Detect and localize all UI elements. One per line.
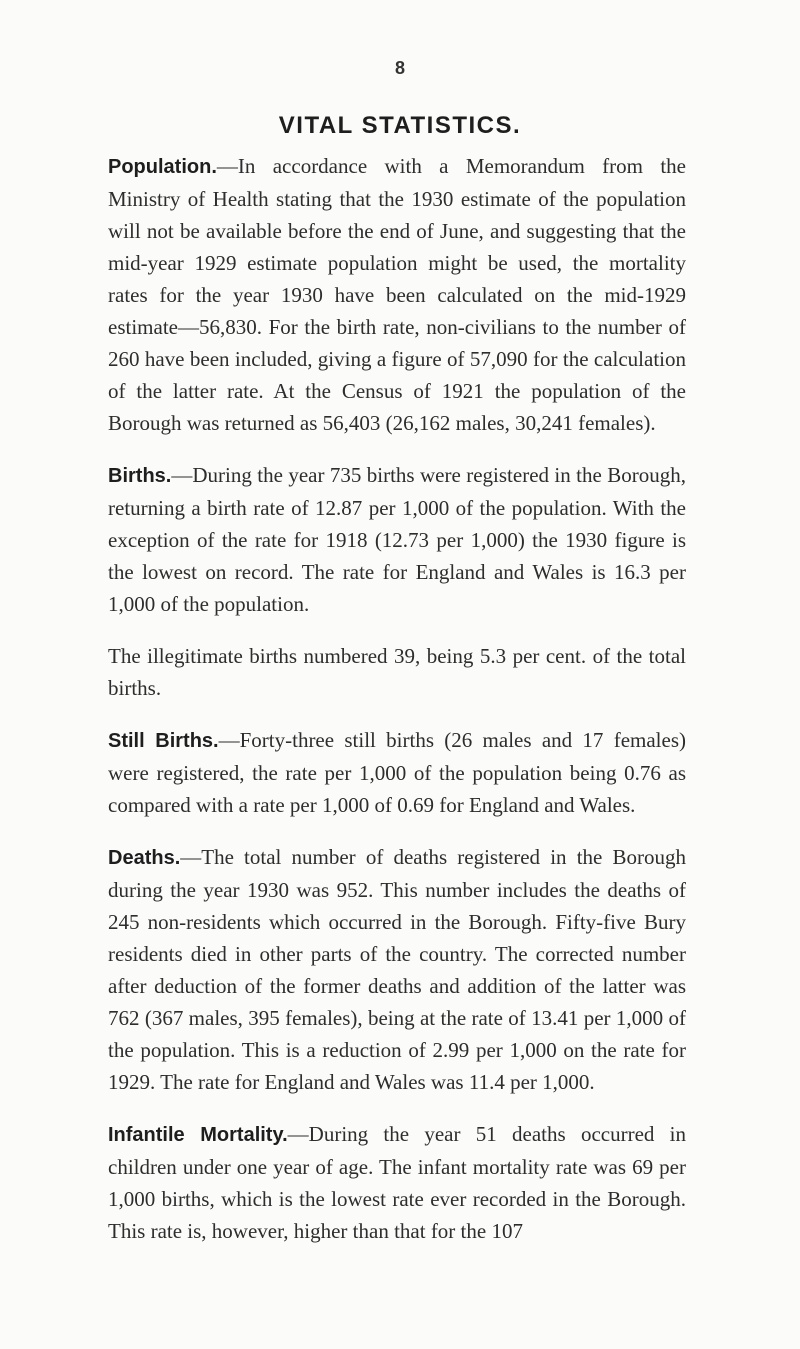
paragraph-illegitimate-births — [108, 640, 686, 704]
page-number: 8 — [394, 58, 405, 78]
section-heading-births: Births. — [108, 465, 172, 487]
paragraph-infantile-mortality — [108, 1118, 686, 1247]
section-text-infantile-mortality: —During the year 51 deaths occurred in children under one year of age. The infant mortality rate was 69 per 1,000 births, which is the lowest rate ever recorded in the Borough. This rate is, however, higher than that for the 107 — [108, 1122, 687, 1243]
paragraph-deaths — [108, 841, 686, 1098]
section-heading-deaths: Deaths. — [108, 847, 181, 869]
body-text — [108, 150, 686, 1267]
paragraph-births — [108, 459, 686, 620]
section-text-population: —In accordance with a Memorandum from the Ministry of Health stating that the 1930 estimate of the population will not be available before the end of June, and suggesting that the mid-year 1929 estimate population might be used, the mortality rates for the year 1930 have been calculated on the mid-1929 estimate—56,830. For the birth rate, non-civilians to the number of 260 have been included, giving a figure of 57,090 for the calculation of the latter rate. At the Census of 1921 the population of the Borough was returned as 56,403 (26,162 males, 30,241 females). — [108, 154, 686, 435]
section-text-illegitimate-births: The illegitimate births numbered 39, being 5.3 per cent. of the total births. — [108, 644, 686, 700]
section-heading-population: Population. — [108, 156, 217, 178]
page-title: VITAL STATISTICS. — [278, 112, 522, 139]
paragraph-population — [108, 150, 686, 439]
section-text-births: —During the year 735 births were registered in the Borough, returning a birth rate of 12.87 per 1,000 of the population. With the exception of the rate for 1918 (12.73 per 1,000) the 1930 figure is the lowest on record. The rate for England and Wales is 16.3 per 1,000 of the population. — [108, 463, 686, 616]
section-text-still-births: —Forty-three still births (26 males and 17 females) were registered, the rate per 1,000 of the population being 0.76 as compared with a rate per 1,000 of 0.69 for England and Wales. — [108, 728, 686, 817]
section-heading-infantile-mortality: Infantile Mortality. — [108, 1124, 288, 1146]
paragraph-still-births — [108, 724, 686, 821]
section-heading-still-births: Still Births. — [108, 730, 219, 752]
section-text-deaths: —The total number of deaths registered in the Borough during the year 1930 was 952. This number includes the deaths of 245 non-residents which occurred in the Borough. Fifty-five Bury residents died in other parts of the country. The corrected number after deduction of the former deaths and addition of the latter was 762 (367 males, 395 females), being at the rate of 13.41 per 1,000 of the population. This is a reduction of 2.99 per 1,000 on the rate for 1929. The rate for England and Wales was 11.4 per 1,000. — [108, 845, 686, 1094]
